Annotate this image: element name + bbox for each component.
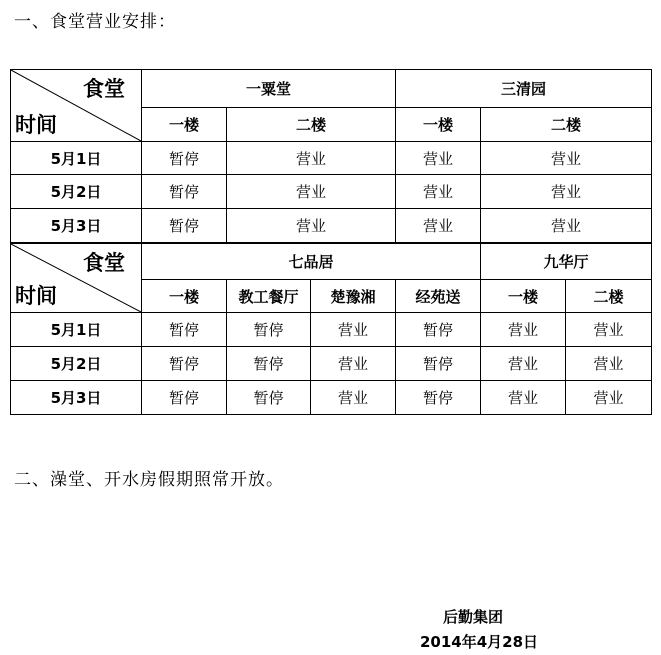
status-cell: 营业 bbox=[227, 209, 396, 243]
table-row bbox=[11, 313, 652, 347]
status-cell: 暂停 bbox=[227, 347, 311, 381]
status-cell: 营业 bbox=[566, 313, 652, 347]
diagonal-label-canteen: 食堂 bbox=[83, 77, 125, 101]
date-cell: 5月3日 bbox=[11, 381, 142, 415]
status-cell: 暂停 bbox=[142, 142, 227, 175]
floor-header: 教工餐厅 bbox=[227, 280, 311, 313]
status-cell: 营业 bbox=[481, 381, 566, 415]
status-cell: 营业 bbox=[566, 381, 652, 415]
status-cell: 暂停 bbox=[396, 313, 481, 347]
canteen-schedule-table-1 bbox=[10, 69, 652, 243]
hall-header: 七品居 bbox=[142, 244, 481, 280]
diagonal-header-cell bbox=[11, 244, 142, 313]
table-row bbox=[11, 209, 652, 243]
table-row bbox=[11, 142, 652, 175]
section-heading-facilities: 二、澡堂、开水房假期照常开放。 bbox=[14, 470, 284, 490]
status-cell: 营业 bbox=[227, 142, 396, 175]
status-cell: 营业 bbox=[396, 175, 481, 209]
canteen-schedule-table-2 bbox=[10, 243, 652, 415]
hall-header: 一粟堂 bbox=[142, 70, 396, 108]
diagonal-label-canteen: 食堂 bbox=[83, 251, 125, 275]
date-cell: 5月2日 bbox=[11, 347, 142, 381]
status-cell: 暂停 bbox=[142, 209, 227, 243]
status-cell: 营业 bbox=[481, 313, 566, 347]
floor-header: 一楼 bbox=[142, 108, 227, 142]
status-cell: 营业 bbox=[481, 209, 652, 243]
section-heading-canteen: 一、食堂营业安排： bbox=[14, 12, 176, 32]
status-cell: 营业 bbox=[311, 347, 396, 381]
table-row bbox=[11, 381, 652, 415]
status-cell: 营业 bbox=[311, 313, 396, 347]
hall-header: 三清园 bbox=[396, 70, 652, 108]
date-cell: 5月1日 bbox=[11, 142, 142, 175]
status-cell: 营业 bbox=[481, 347, 566, 381]
date-cell: 5月1日 bbox=[11, 313, 142, 347]
status-cell: 暂停 bbox=[142, 347, 227, 381]
status-cell: 营业 bbox=[396, 142, 481, 175]
status-cell: 暂停 bbox=[142, 381, 227, 415]
floor-header: 一楼 bbox=[396, 108, 481, 142]
status-cell: 暂停 bbox=[396, 347, 481, 381]
status-cell: 暂停 bbox=[396, 381, 481, 415]
diagonal-label-time: 时间 bbox=[15, 113, 57, 137]
diagonal-header-cell bbox=[11, 70, 142, 142]
date-cell: 5月3日 bbox=[11, 209, 142, 243]
status-cell: 营业 bbox=[481, 175, 652, 209]
status-cell: 暂停 bbox=[142, 313, 227, 347]
signature-organization: 后勤集团 bbox=[443, 608, 504, 626]
floor-header: 一楼 bbox=[142, 280, 227, 313]
floor-header: 一楼 bbox=[481, 280, 566, 313]
status-cell: 营业 bbox=[227, 175, 396, 209]
status-cell: 营业 bbox=[566, 347, 652, 381]
status-cell: 营业 bbox=[481, 142, 652, 175]
floor-header: 二楼 bbox=[227, 108, 396, 142]
floor-header: 经苑送 bbox=[396, 280, 481, 313]
floor-header: 二楼 bbox=[566, 280, 652, 313]
status-cell: 营业 bbox=[311, 381, 396, 415]
status-cell: 暂停 bbox=[227, 313, 311, 347]
status-cell: 营业 bbox=[396, 209, 481, 243]
date-cell: 5月2日 bbox=[11, 175, 142, 209]
status-cell: 暂停 bbox=[142, 175, 227, 209]
hall-header: 九华厅 bbox=[481, 244, 652, 280]
diagonal-label-time: 时间 bbox=[15, 284, 57, 308]
table-row bbox=[11, 347, 652, 381]
signature-date: 2014年4月28日 bbox=[420, 633, 539, 651]
status-cell: 暂停 bbox=[227, 381, 311, 415]
floor-header: 楚豫湘 bbox=[311, 280, 396, 313]
floor-header: 二楼 bbox=[481, 108, 652, 142]
table-row bbox=[11, 175, 652, 209]
